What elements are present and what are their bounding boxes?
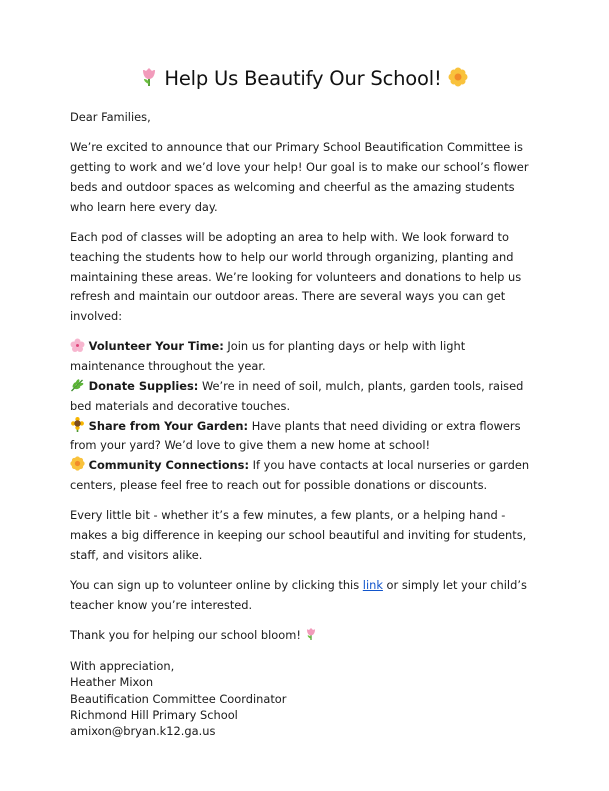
signature-block: [70, 658, 538, 739]
sunflower-icon: [70, 417, 85, 432]
cherry-blossom-icon: [70, 338, 85, 352]
herb-icon: [70, 378, 85, 392]
signer-name: Heather Mixon: [70, 675, 154, 690]
intro-paragraph: We’re excited to announce that our Primary School Beautification Committee is getting to work and we’d love your help! Our goal is to make our school’s flower beds and outdoor spaces as welcoming and cheerful as the amazing students who learn here every day.: [70, 140, 529, 214]
greeting: Dear Families,: [70, 110, 151, 124]
tulip-icon: [305, 627, 317, 641]
ways-list: [70, 337, 538, 495]
blossom-icon: [448, 67, 468, 87]
thanks-paragraph: Thank you for helping our school bloom!: [70, 626, 538, 646]
list-item-volunteer: Volunteer Your Time: Join us for planting days or help with light maintenance throughout the year.: [70, 339, 466, 374]
signup-link[interactable]: link: [362, 578, 383, 593]
closing: With appreciation,: [70, 659, 175, 674]
list-item-share: Share from Your Garden: Have plants that need dividing or extra flowers from your yard? We’d love to give them a new home at school!: [70, 418, 521, 453]
school-name: Richmond Hill Primary School: [70, 707, 238, 722]
signer-role: Beautification Committee Coordinator: [70, 691, 287, 706]
page-title: Help Us Beautify Our School!: [70, 64, 538, 94]
list-item-donate: Donate Supplies: We’re in need of soil, mulch, plants, garden tools, raised bed materials and decorative touches.: [70, 379, 524, 413]
tulip-icon: [140, 67, 158, 87]
signup-paragraph: You can sign up to volunteer online by clicking this link or simply let your child’s teacher know you’re interested.: [70, 578, 527, 613]
blossom-icon: [70, 456, 85, 471]
pods-paragraph: Each pod of classes will be adopting an area to help with. We look forward to teaching the students how to help our world through organizing, planting and maintaining these areas. We’re looking for volunteers and donations to help us refresh and maintain our outdoor areas. There are several ways you can get involved:: [70, 229, 522, 324]
every-bit-paragraph: Every little bit - whether it’s a few minutes, a few plants, or a helping hand - makes a big difference in keeping our school beautiful and inviting for students, staff, and visitors alike.: [70, 508, 527, 562]
signer-email: amixon@bryan.k12.ga.us: [70, 723, 216, 738]
letter-body: [70, 64, 538, 739]
list-item-community: Community Connections: If you have contacts at local nurseries or garden centers, please feel free to reach out for possible donations or discounts.: [70, 458, 530, 493]
